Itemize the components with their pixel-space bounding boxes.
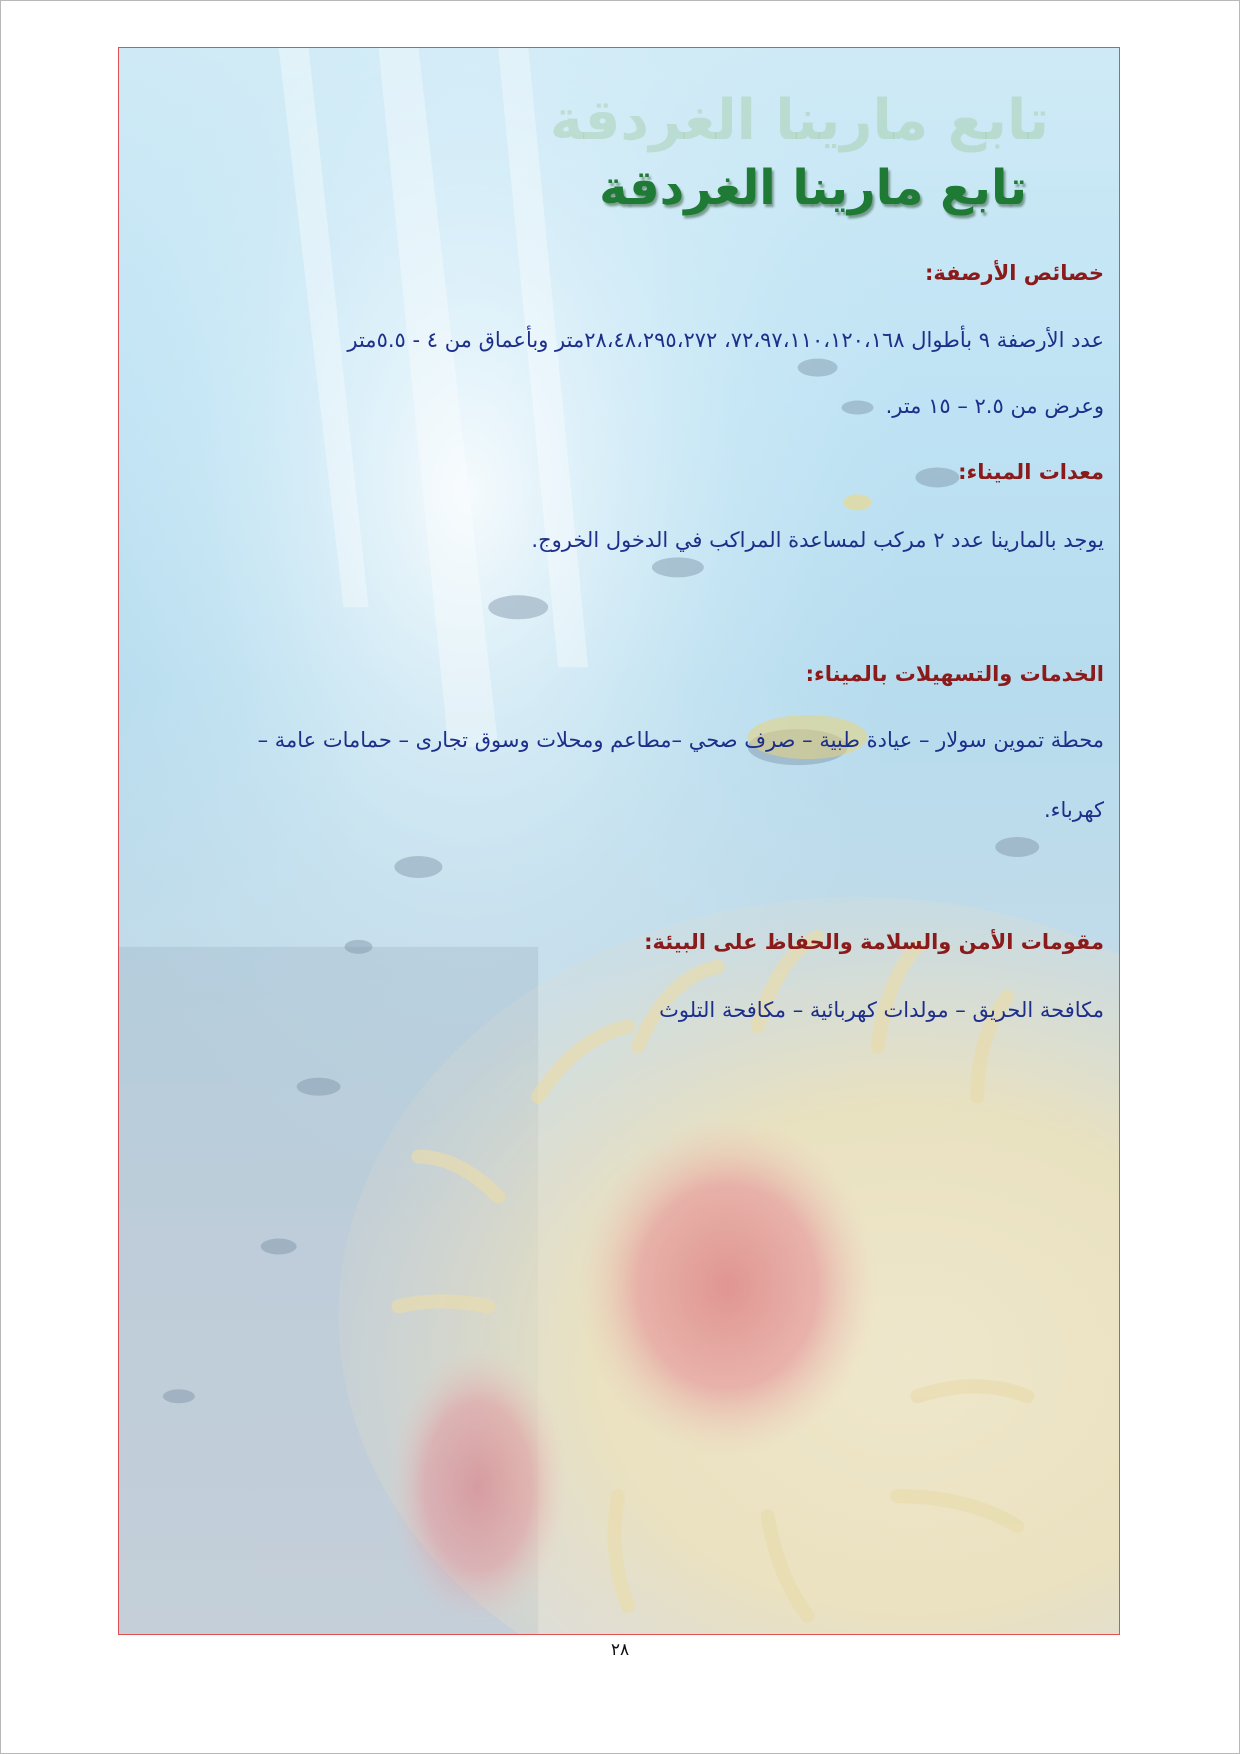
safety-text: مكافحة الحريق – مولدات كهربائية – مكافحة التلوث: [659, 998, 1104, 1022]
berths-text-line-1: عدد الأرصفة ٩ بأطوال ٧٢،٩٧،١١٠،١٢٠،١٦٨، ٢٨،٤٨،٢٩٥،٢٧٢متر وبأعماق من ٤ - ٥.٥متر: [347, 328, 1104, 352]
section-heading-berths: خصائص الأرصفة:: [924, 261, 1104, 285]
equipment-text: يوجد بالمارينا عدد ٢ مركب لمساعدة المراكب في الدخول الخروج.: [531, 528, 1104, 552]
title-watermark: تابع مارينا الغردقة: [549, 88, 1049, 153]
berths-text-line-2: وعرض من ٢.٥ – ١٥ متر.: [885, 394, 1104, 418]
services-text-line-1: محطة تموين سولار – عيادة طبية – صرف صحي –مطاعم ومحلات وسوق تجارى – حمامات عامة –: [257, 728, 1104, 752]
page-title: تابع مارينا الغردقة: [599, 160, 1027, 216]
section-heading-equipment: معدات الميناء:: [958, 460, 1104, 484]
page-content: [119, 48, 1119, 1634]
page-number: ٢٨: [610, 1640, 630, 1660]
services-text-line-2: كهرباء.: [1043, 798, 1104, 822]
page-border-frame: [118, 47, 1120, 1635]
section-heading-safety: مقومات الأمن والسلامة والحفاظ على البيئة:: [644, 930, 1104, 954]
section-heading-services: الخدمات والتسهيلات بالميناء:: [805, 662, 1104, 686]
